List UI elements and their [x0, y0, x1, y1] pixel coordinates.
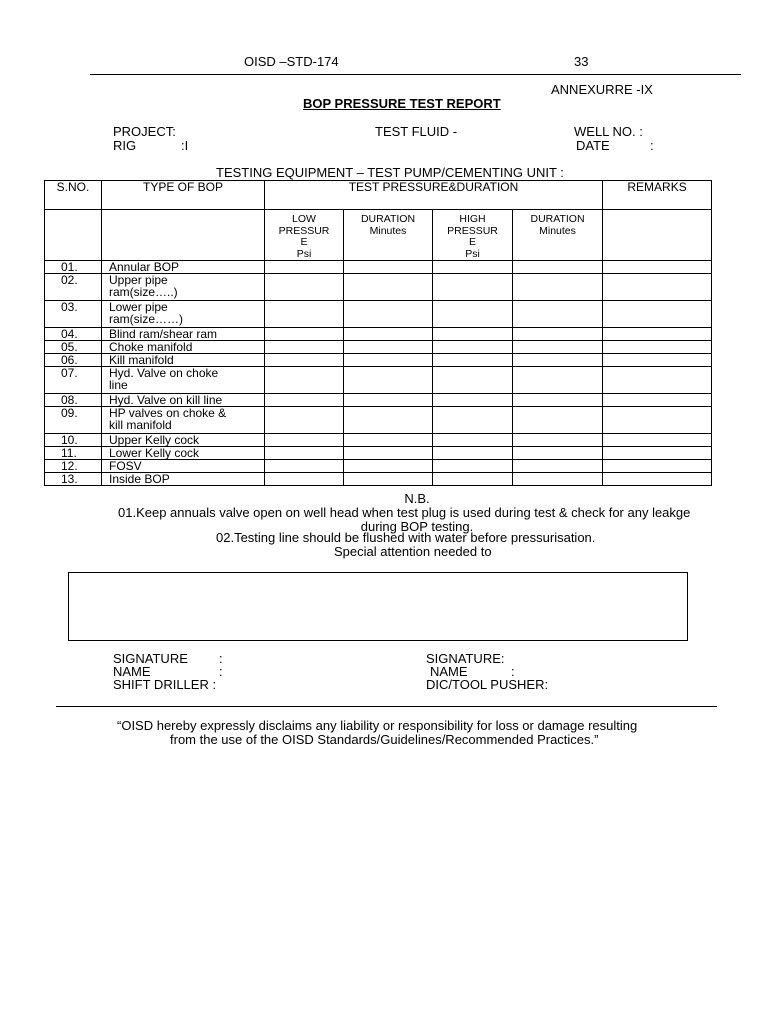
disclaimer-line-2: from the use of the OISD Standards/Guidelines/Recommended Practices.”: [170, 732, 599, 747]
table-row: 12. FOSV: [45, 460, 712, 473]
left-signature-label: SIGNATURE: [113, 651, 188, 666]
bop-test-table: [44, 180, 712, 486]
document-id: OISD –STD-174: [244, 54, 339, 69]
table-row: 03. Lower pipe ram(size……): [45, 301, 712, 328]
shift-driller-label: SHIFT DRILLER :: [113, 677, 217, 692]
right-name-label: NAME: [430, 664, 468, 679]
subheader-duration-1: DURATION Minutes: [344, 210, 433, 261]
subheader-low-pressure: LOW PRESSUR E Psi: [265, 210, 344, 261]
footer-rule: [56, 706, 717, 707]
table-row: 07. Hyd. Valve on choke line: [45, 367, 712, 394]
table-row: 11. Lower Kelly cock: [45, 447, 712, 460]
right-name-sep: :: [511, 664, 515, 679]
table-row: 06. Kill manifold: [45, 354, 712, 367]
header-type: TYPE OF BOP: [102, 181, 265, 210]
report-title: BOP PRESSURE TEST REPORT: [303, 96, 501, 111]
header-rule: [90, 74, 741, 75]
tool-pusher-label: DIC/TOOL PUSHER:: [426, 677, 549, 692]
subheader-empty: [603, 210, 712, 261]
table-row: 10. Upper Kelly cock: [45, 434, 712, 447]
subheader-empty: [45, 210, 102, 261]
table-subheader-row: [45, 210, 712, 261]
table-row: 02. Upper pipe ram(size…..): [45, 274, 712, 301]
table-header-row: [45, 181, 712, 210]
special-attention-box[interactable]: [68, 572, 688, 641]
subheader-empty: [102, 210, 265, 261]
annexure-label: ANNEXURRE -IX: [551, 82, 653, 97]
table-row: 01. Annular BOP: [45, 261, 712, 274]
subheader-duration-2: DURATION Minutes: [513, 210, 603, 261]
date-separator: :: [650, 138, 654, 153]
note-1-line-1: 01.Keep annuals valve open on well head when test plug is used during test & check for any leakge: [118, 505, 691, 520]
table-row: 05. Choke manifold: [45, 341, 712, 354]
rig-separator: :I: [181, 138, 189, 153]
rig-label: RIG: [113, 138, 137, 153]
note-1-line-2: during BOP testing.: [360, 519, 474, 534]
test-fluid-label: TEST FLUID -: [375, 124, 458, 139]
disclaimer-line-1: “OISD hereby expressly disclaims any liability or responsibility for loss or damage resulting: [117, 718, 638, 733]
table-row: 09. HP valves on choke & kill manifold: [45, 407, 712, 434]
header-sno: S.NO.: [45, 181, 102, 210]
note-2: 02.Testing line should be flushed with water before pressurisation.: [216, 530, 596, 545]
special-attention-label: Special attention needed to: [334, 544, 492, 559]
project-label: PROJECT:: [113, 124, 176, 139]
table-row: 08. Hyd. Valve on kill line: [45, 394, 712, 407]
table-row: 13. Inside BOP: [45, 473, 712, 486]
table-row: 04. Blind ram/shear ram: [45, 328, 712, 341]
page-number: 33: [574, 54, 589, 69]
subheader-high-pressure: HIGH PRESSUR E Psi: [433, 210, 513, 261]
nb-heading: N.B.: [404, 491, 430, 506]
well-no-label: WELL NO. :: [574, 124, 643, 139]
left-name-label: NAME: [113, 664, 151, 679]
header-remarks: REMARKS: [603, 181, 712, 210]
header-test-pressure: TEST PRESSURE&DURATION: [265, 181, 603, 210]
left-signature-sep: :: [219, 651, 223, 666]
right-signature-label: SIGNATURE:: [426, 651, 505, 666]
testing-equipment-label: TESTING EQUIPMENT – TEST PUMP/CEMENTING UNIT :: [216, 165, 564, 180]
left-name-sep: :: [219, 664, 223, 679]
date-label: DATE: [576, 138, 610, 153]
